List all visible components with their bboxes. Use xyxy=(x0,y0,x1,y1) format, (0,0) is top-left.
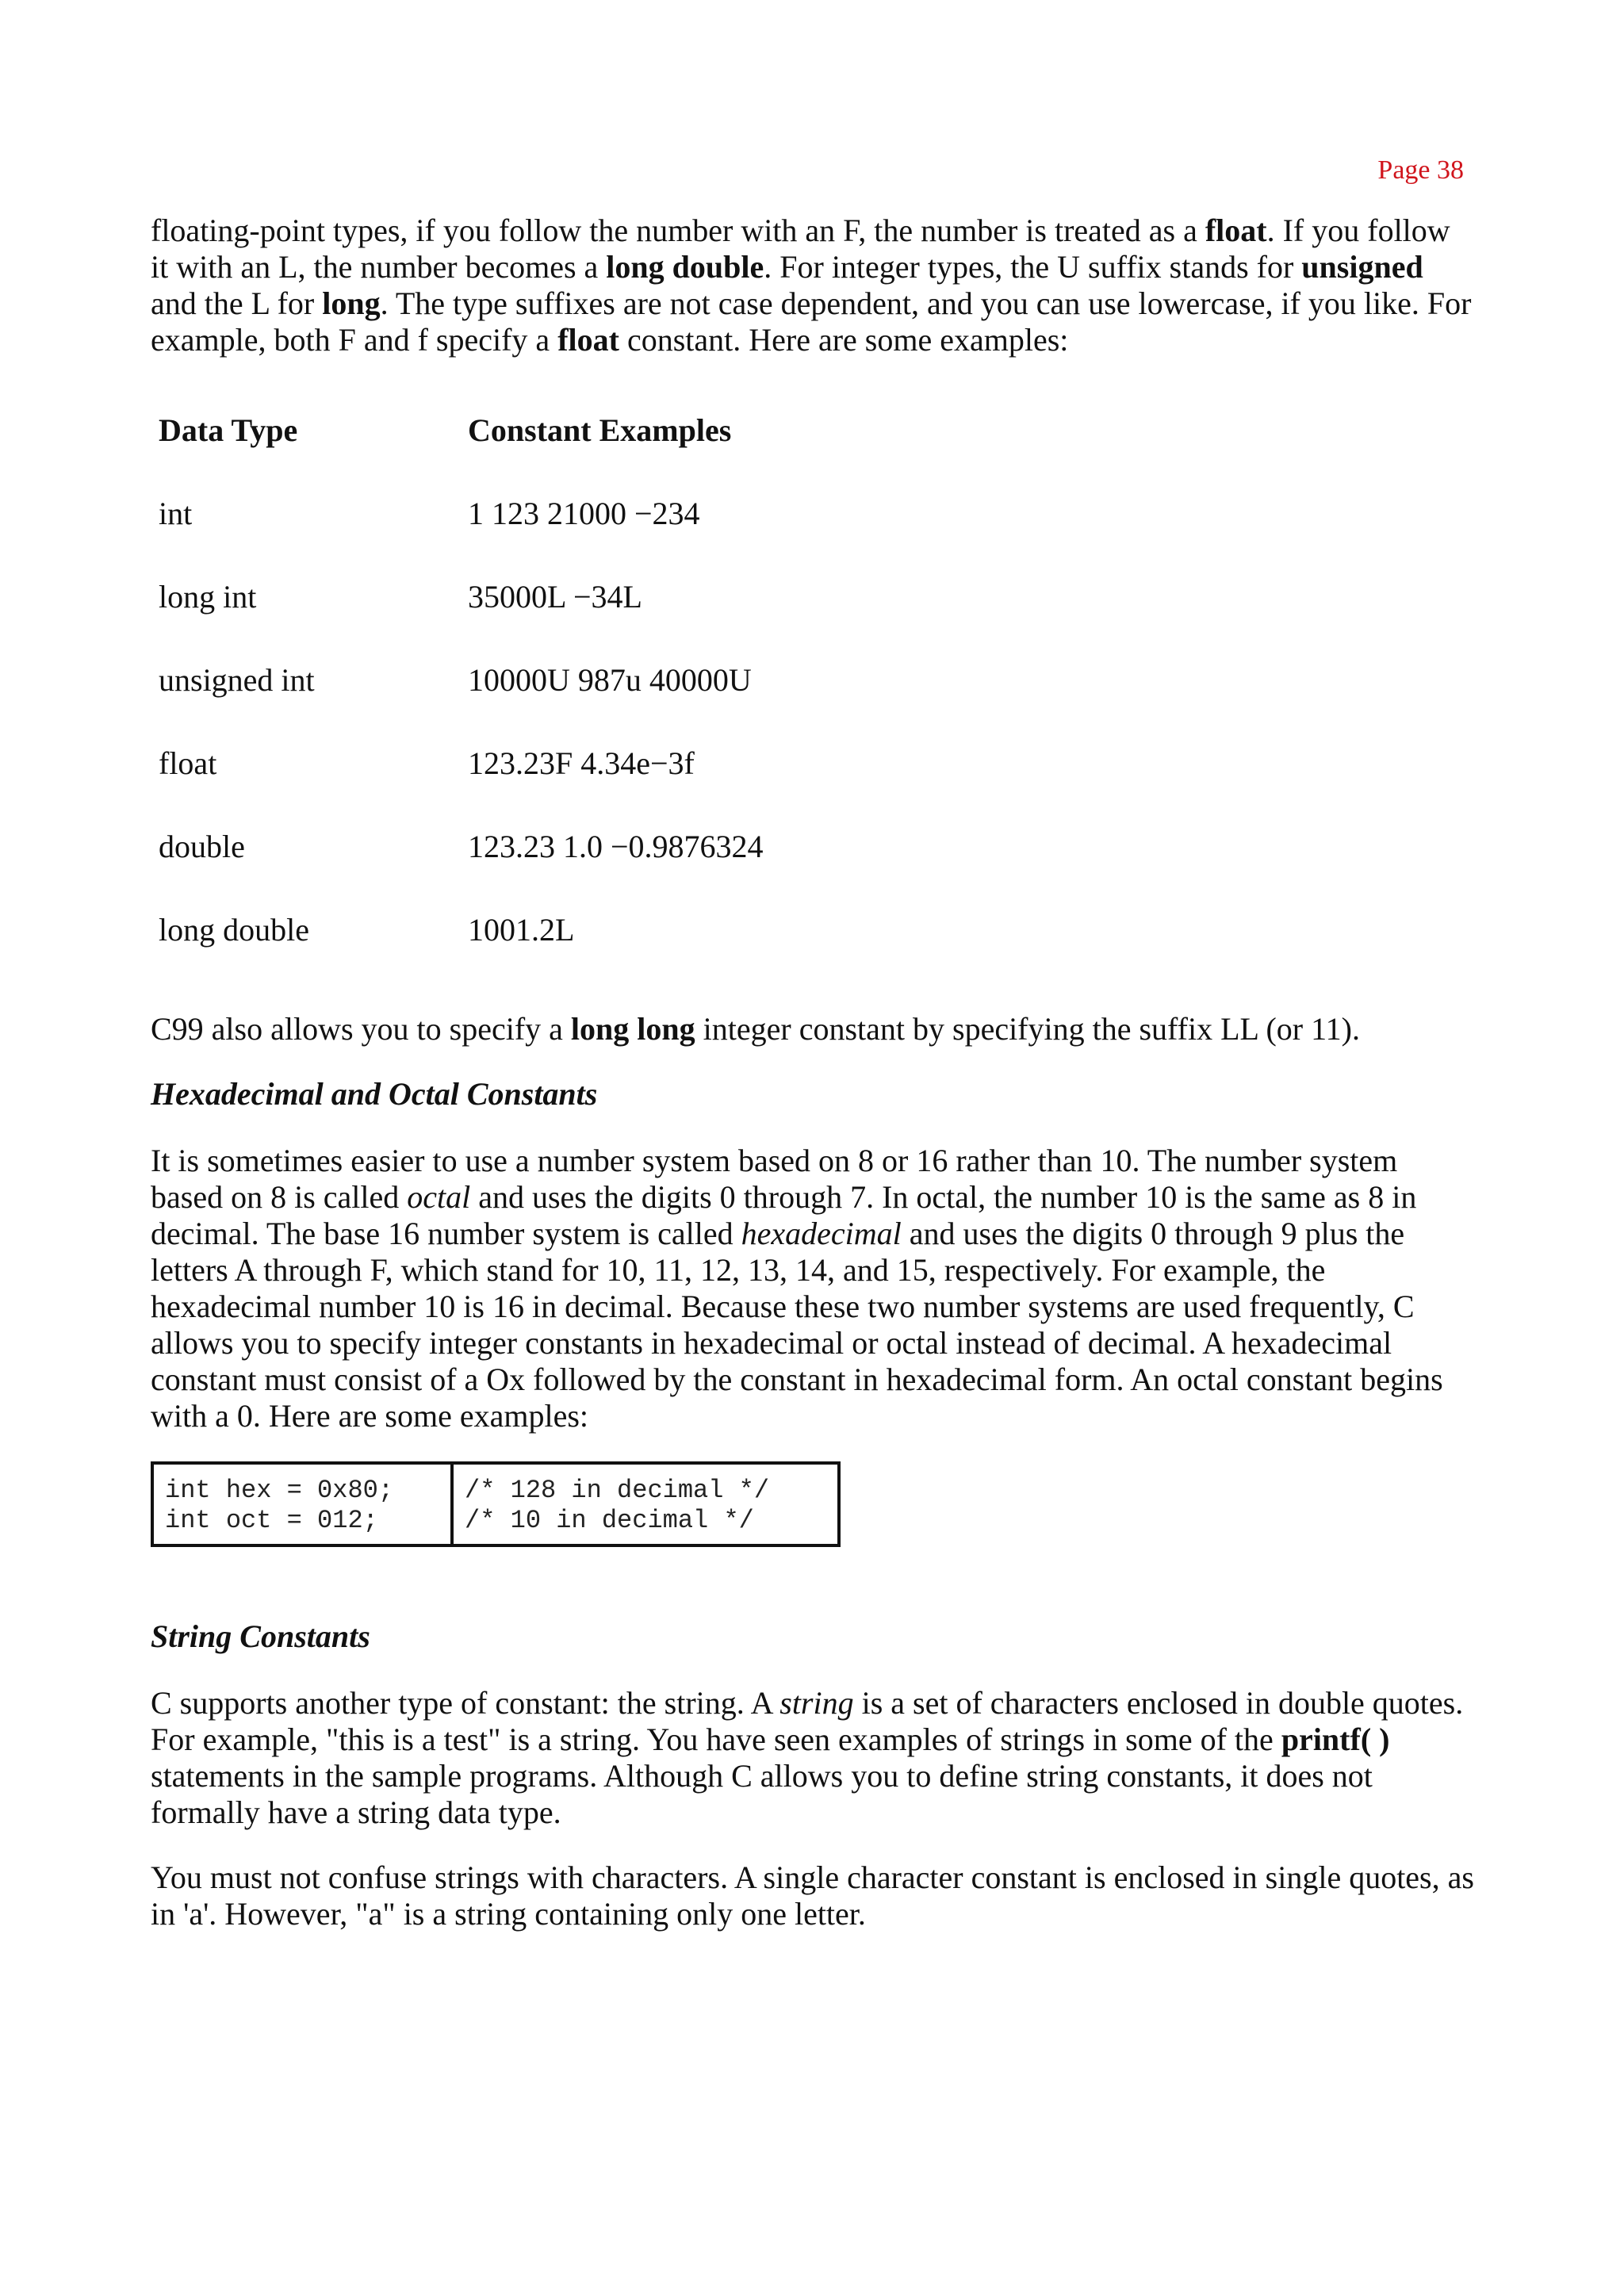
examples-cell: 1001.2L xyxy=(468,912,575,948)
code-comment: /* 128 in decimal */ xyxy=(465,1476,770,1505)
hex-octal-paragraph xyxy=(151,1143,1475,1434)
data-type-cell: double xyxy=(159,829,245,864)
table-row xyxy=(159,579,1475,662)
intro-text-6: constant. Here are some examples: xyxy=(619,322,1069,358)
code-line: int hex = 0x80; xyxy=(165,1476,394,1505)
examples-cell: 10000U 987u 40000U xyxy=(468,662,752,698)
intro-keyword-float-2: float xyxy=(557,322,619,358)
string-text-2: is a set of characters enclosed in double quotes. For example, "this is a test" is a string. You have seen examples of strings in some of the xyxy=(151,1685,1464,1757)
data-type-cell: float xyxy=(159,745,217,781)
c99-text-2: integer constant by specifying the suffix LL (or 11). xyxy=(695,1011,1360,1047)
code-line: int oct = 012; xyxy=(165,1506,378,1535)
string-text-1: C supports another type of constant: the string. A xyxy=(151,1685,780,1721)
hex-term-hexadecimal: hexadecimal xyxy=(741,1216,902,1251)
table-row xyxy=(159,912,1475,995)
intro-text-2: . If you follow it with an L, the number becomes a xyxy=(151,213,1450,285)
code-column xyxy=(154,1465,454,1544)
header-data-type: Data Type xyxy=(159,412,298,448)
examples-cell: 123.23 1.0 −0.9876324 xyxy=(468,829,764,864)
c99-keyword-long-long: long long xyxy=(570,1011,695,1047)
c99-text-1: C99 also allows you to specify a xyxy=(151,1011,571,1047)
table-row xyxy=(159,829,1475,912)
data-type-cell: long double xyxy=(159,912,309,948)
data-type-cell: unsigned int xyxy=(159,662,315,698)
string-term: string xyxy=(779,1685,854,1721)
c99-paragraph xyxy=(151,1011,1475,1047)
intro-keyword-long-double: long double xyxy=(606,249,764,285)
string-constants-heading: String Constants xyxy=(151,1618,370,1654)
table-header-row xyxy=(159,412,1475,496)
intro-keyword-float: float xyxy=(1205,213,1267,248)
data-type-table xyxy=(159,412,1475,995)
hex-term-octal: octal xyxy=(407,1179,471,1215)
intro-text-3: . For integer types, the U suffix stands for xyxy=(764,249,1302,285)
intro-keyword-unsigned: unsigned xyxy=(1301,249,1423,285)
hex-text-3: and uses the digits 0 through 9 plus the letters A through F, which stand for 10, 11, 12, 13, 14, and 15, respectively. For example, the hexadecimal number 10 is 16 in decimal. Because these two number systems are used frequently, C allows you to specify integer constants in hexadecimal or octal instead of decimal. A hexadecimal constant must consist of a Ox followed by the constant in hexadecimal form. An octal constant begins with a 0. Here are some examples: xyxy=(151,1216,1443,1434)
printf-keyword: printf( ) xyxy=(1281,1721,1390,1757)
intro-paragraph xyxy=(151,213,1475,358)
examples-cell: 123.23F 4.34e−3f xyxy=(468,745,695,781)
table-row xyxy=(159,745,1475,829)
examples-cell: 35000L −34L xyxy=(468,579,642,615)
string-text-3: statements in the sample programs. Although C allows you to define string constants, it does not formally have a string data type. xyxy=(151,1758,1373,1830)
hex-text-1: It is sometimes easier to use a number system based on 8 or 16 rather than 10. The number system based on 8 is called xyxy=(151,1143,1398,1215)
hex-text-2: and uses the digits 0 through 7. In octal, the number 10 is the same as 8 in decimal. The base 16 number system is called xyxy=(151,1179,1417,1251)
code-comment: /* 10 in decimal */ xyxy=(465,1506,754,1535)
header-constant-examples: Constant Examples xyxy=(468,412,732,448)
examples-cell: 1 123 21000 −234 xyxy=(468,496,700,531)
hex-octal-heading: Hexadecimal and Octal Constants xyxy=(151,1076,598,1112)
string-paragraph-2: You must not confuse strings with characters. A single character constant is enclosed in single quotes, as in 'a'. However, "a" is a string containing only one letter. xyxy=(151,1859,1474,1932)
intro-text-1: floating-point types, if you follow the number with an F, the number is treated as a xyxy=(151,213,1205,248)
string-paragraph-1 xyxy=(151,1685,1475,1831)
intro-text-4: and the L for xyxy=(151,285,323,321)
data-type-cell: int xyxy=(159,496,193,531)
intro-text-5: . The type suffixes are not case dependent, and you can use lowercase, if you like. For example, both F and f specify a xyxy=(151,285,1472,358)
code-example-box xyxy=(151,1461,841,1547)
page-content xyxy=(151,213,1475,1932)
page-number: Page 38 xyxy=(1377,155,1464,185)
intro-keyword-long: long xyxy=(322,285,381,321)
table-row xyxy=(159,662,1475,745)
data-type-cell: long int xyxy=(159,579,257,615)
comment-column xyxy=(454,1465,837,1544)
table-row xyxy=(159,496,1475,579)
